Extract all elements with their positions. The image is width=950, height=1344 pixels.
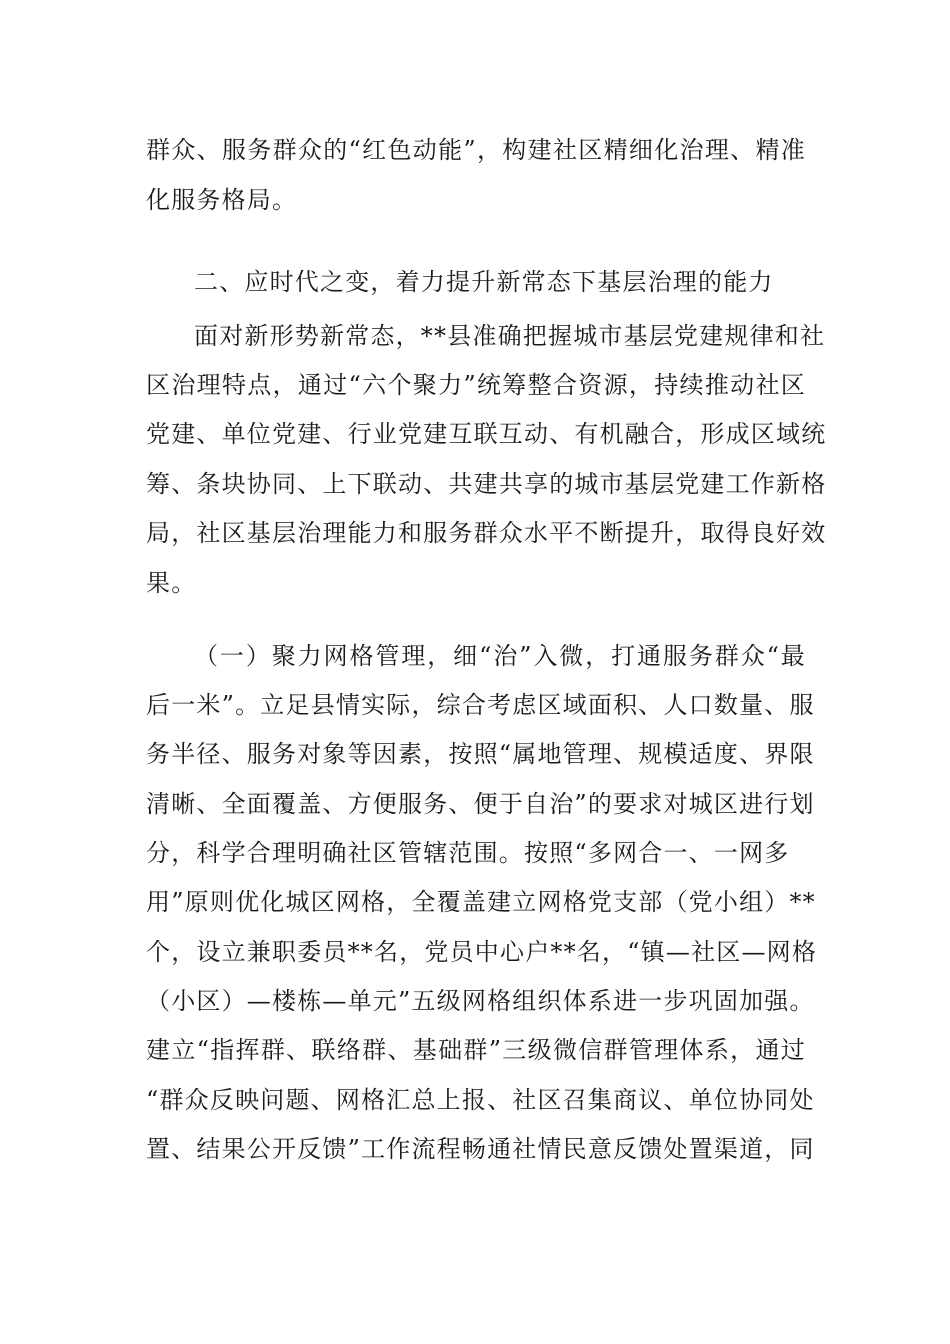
paragraph-line: 群众、服务群众的“红色动能”，构建社区精细化治理、精准 bbox=[146, 136, 806, 164]
paragraph-line: 建立“指挥群、联络群、基础群”三级微信群管理体系，通过 bbox=[146, 1036, 806, 1064]
paragraph-line: 果。 bbox=[146, 569, 197, 597]
paragraph-line: 个，设立兼职委员**名，党员中心户**名，“镇—社区—网格 bbox=[146, 938, 818, 966]
paragraph-line: 置、结果公开反馈”工作流程畅通社情民意反馈处置渠道，同 bbox=[146, 1135, 815, 1163]
paragraph-line: “群众反映问题、网格汇总上报、社区召集商议、单位协同处 bbox=[146, 1086, 815, 1114]
paragraph-line: 区治理特点，通过“六个聚力”统筹整合资源，持续推动社区 bbox=[146, 371, 806, 399]
paragraph-line: （小区）—楼栋—单元”五级网格组织体系进一步巩固加强。 bbox=[146, 987, 815, 1015]
paragraph-line: 化服务格局。 bbox=[146, 186, 298, 214]
paragraph-line: 党建、单位党建、行业党建互联互动、有机融合，形成区域统 bbox=[146, 420, 827, 448]
subsection-line: （一）聚力网格管理，细“治”入微，打通服务群众“最 bbox=[194, 642, 806, 670]
section-heading: 二、应时代之变，着力提升新常态下基层治理的能力 bbox=[194, 268, 774, 296]
paragraph-line: 务半径、服务对象等因素，按照“属地管理、规模适度、界限 bbox=[146, 740, 815, 768]
paragraph-line: 面对新形势新常态，**县准确把握城市基层党建规律和社 bbox=[194, 322, 826, 350]
paragraph-line: 筹、条块协同、上下联动、共建共享的城市基层党建工作新格 bbox=[146, 470, 827, 498]
paragraph-line: 用”原则优化城区网格，全覆盖建立网格党支部（党小组）** bbox=[146, 888, 816, 916]
paragraph-line: 后一米”。立足县情实际，综合考虑区域面积、人口数量、服 bbox=[146, 691, 815, 719]
paragraph-line: 清晰、全面覆盖、方便服务、便于自治”的要求对城区进行划 bbox=[146, 790, 815, 818]
paragraph-line: 分，科学合理明确社区管辖范围。按照“多网合一、一网多 bbox=[146, 839, 790, 867]
paragraph-line: 局，社区基层治理能力和服务群众水平不断提升，取得良好效 bbox=[146, 519, 827, 547]
